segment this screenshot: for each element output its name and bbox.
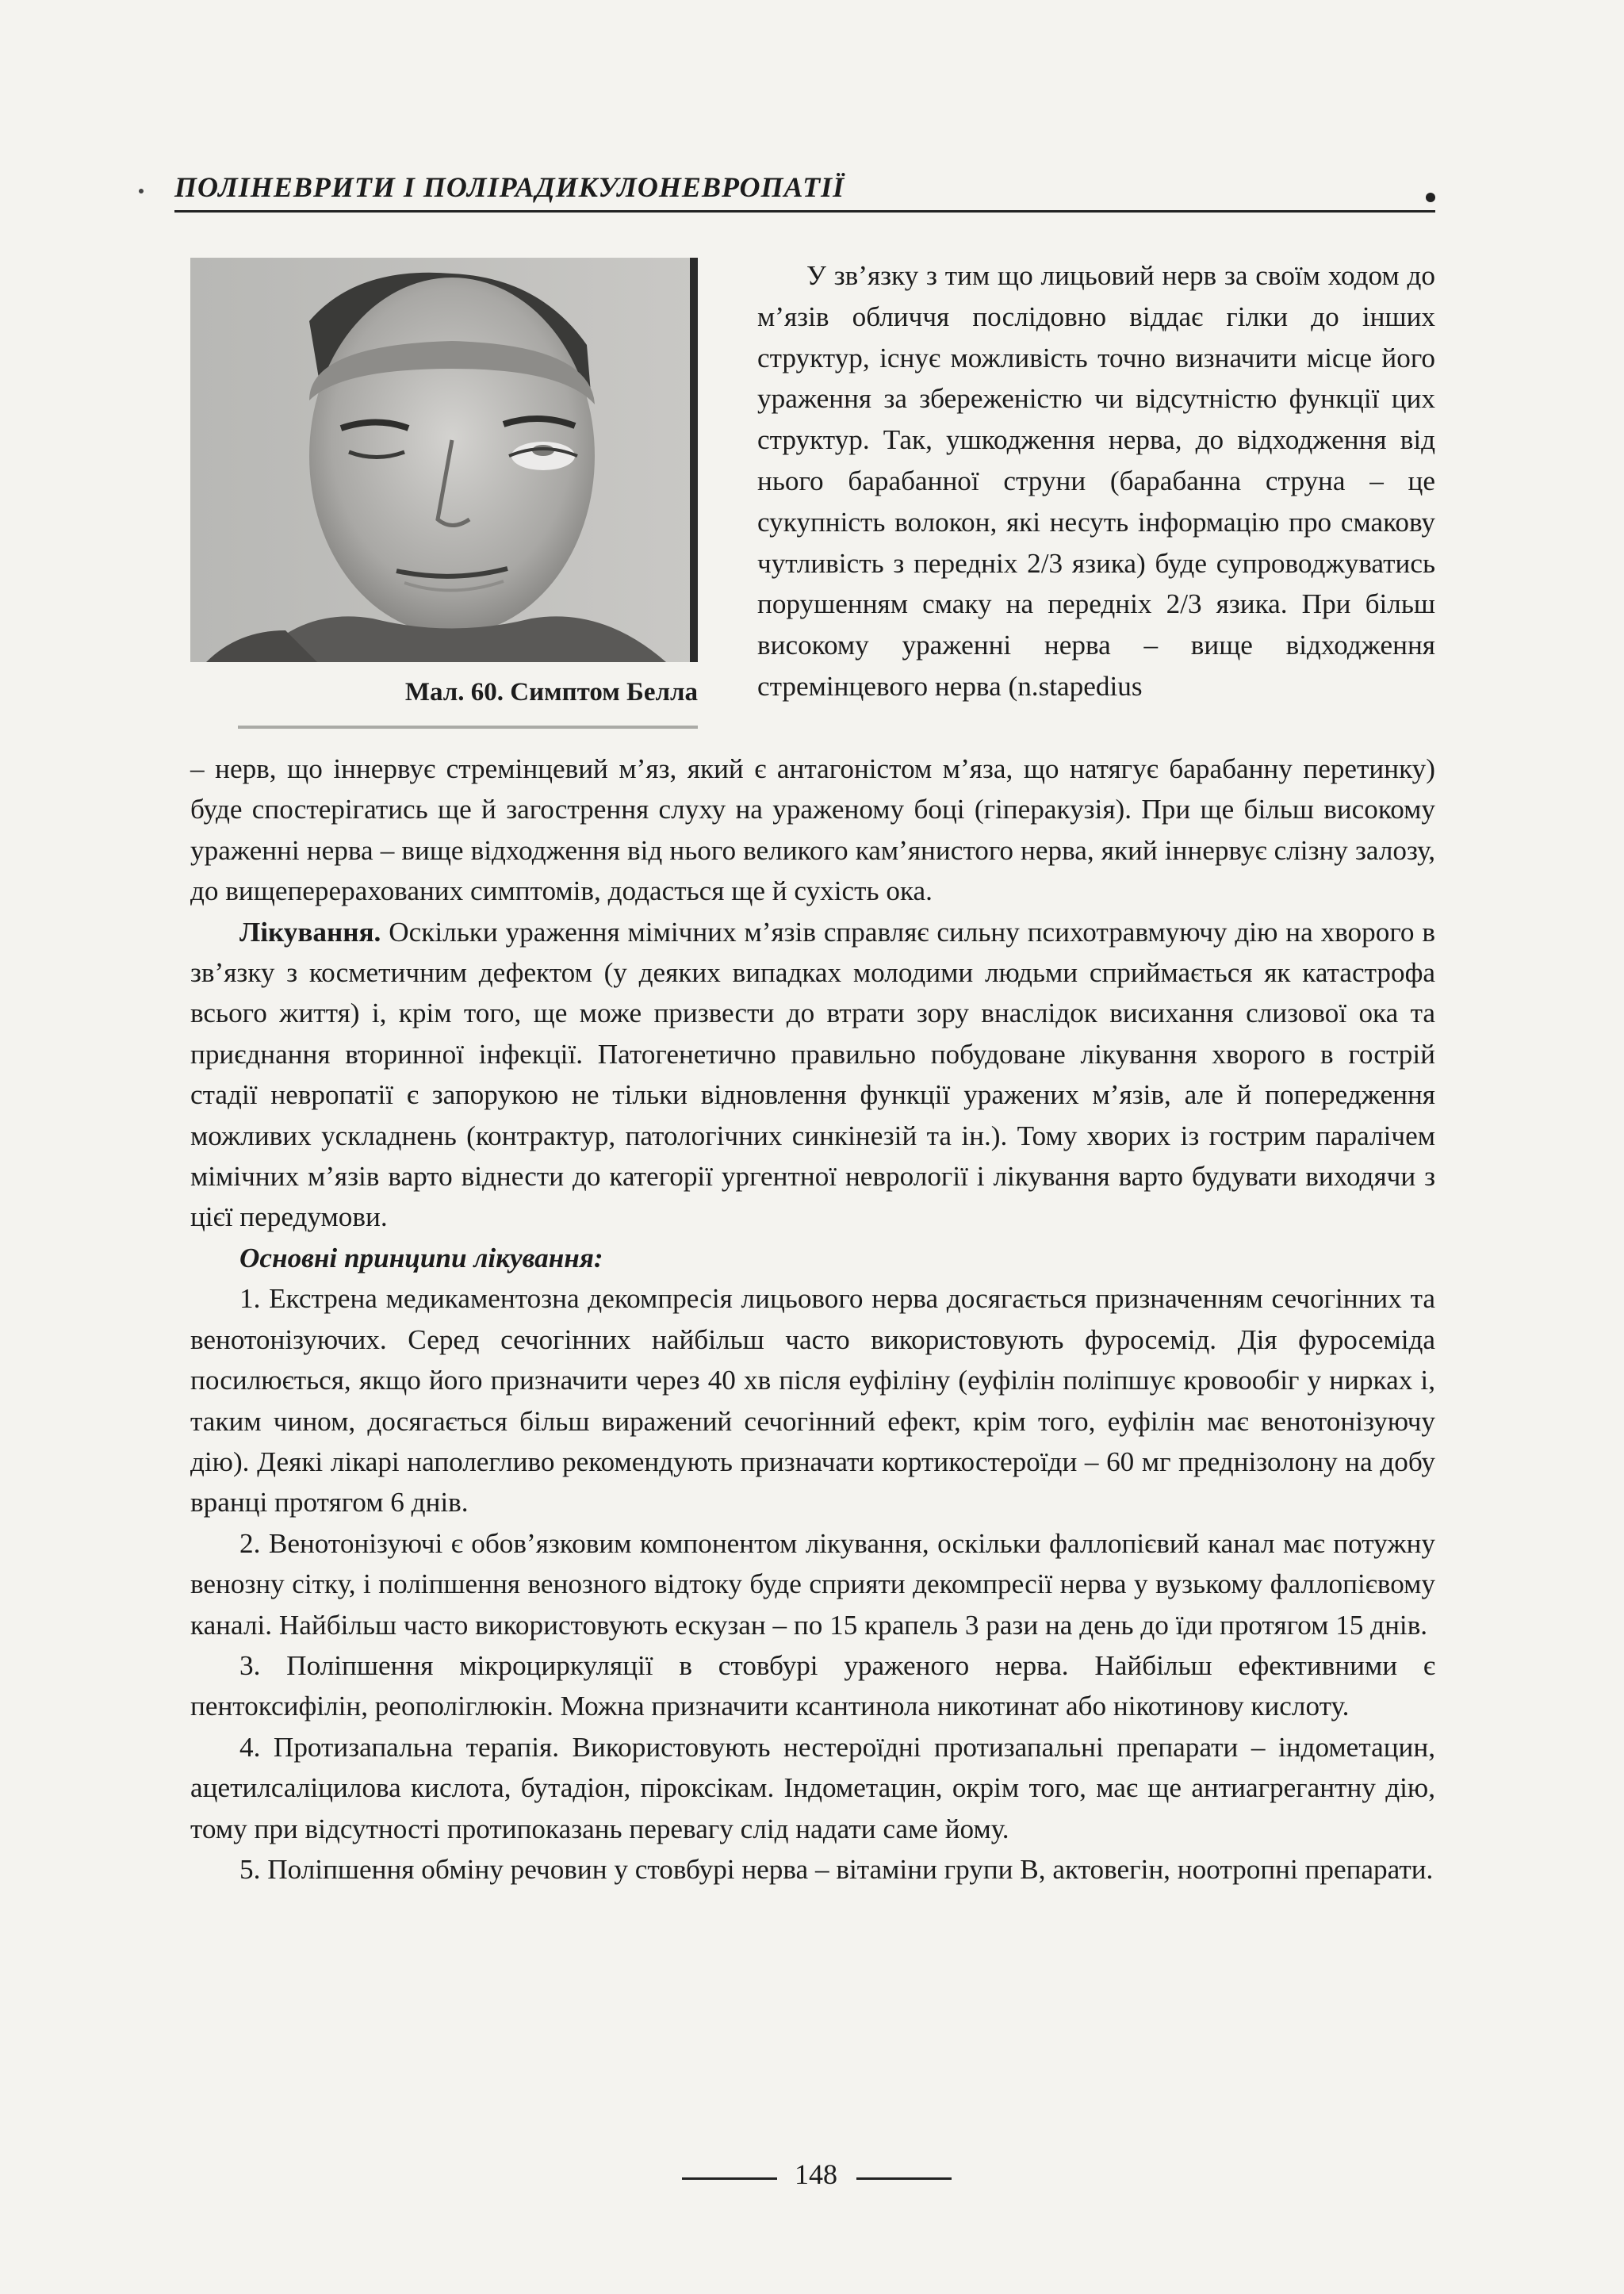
figure-divider [238, 726, 698, 729]
list-item: 1. Екстрена медикаментозна декомпресія лицьового нерва досягається призначенням сечогінних та венотонізуючих. Серед сечогінних найбільш часто використовують фуросемід. Дія фуросеміда посилюється, якщо його призначити через 40 хв після еуфіліну (еуфілін поліпшує кровообіг у нирках і, таким чином, досягається більш виражений сечогінний ефект, крім того, еуфілін має венотонізуючу дію). Деякі лікарі наполегливо рекомендують призначати кортикостероїди – 60 мг преднізолону на добу вранці протягом 6 днів. [190, 1283, 1435, 1518]
paragraph-continuation: – нерв, що іннервує стремінцевий м’яз, який є антагоністом м’яза, що натягує барабанну перетинку) буде спостерігатись ще й загострення слуху на ураженому боці (гіперакузія). При ще більш високому ураженні нерва – вище відходження від нього великого кам’янистого нерва, який іннервує слізну залозу, до вищеперерахованих симптомів, додасться ще й сухість ока. [190, 753, 1435, 907]
paragraph-treatment [190, 912, 1435, 1238]
header-left-mark-icon [139, 189, 144, 193]
principles-subheading: Основні принципи лікування: [239, 1242, 603, 1273]
list-item: 3. Поліпшення мікроциркуляції в стовбурі ураженого нерва. Найбільш ефективними є пентоксифілін, реополіглюкін. Можна призначити ксантинола никотинат або нікотинову кислоту. [190, 1649, 1435, 1722]
figure-caption: Мал. 60. Симптом Белла [404, 678, 698, 707]
body-text [190, 749, 1435, 1890]
page-footer [0, 2153, 1624, 2200]
footer-rule-left [682, 2177, 777, 2180]
bell-symptom-photo [190, 258, 698, 662]
treatment-text: Оскільки ураження мімічних м’язів справляє сильну психотравмуючу дію на хворого в зв’язку з косметичним дефектом (у деяких випадках молодими людьми сприймається як катастрофа всього життя) і, крім того, ще може призвести до втрати зору внаслідок висихання слизової ока та приєднання вторинної інфекції. Патогенетично правильно побудоване лікування хворого в гострій стадії невропатії є запорукою не тільки відновлення функції уражених м’язів, але й попередження можливих ускладнень (контрактур, патологічних синкінезій та ін.). Тому хворих із гострим паралічем мімічних м’язів варто віднести до категорії ургентної неврології і лікування варто будувати виходячи з цієї передумови. [190, 916, 1435, 1233]
figure-60 [190, 258, 698, 733]
treatment-heading: Лікування. [239, 916, 381, 948]
page-number: 148 [795, 2158, 837, 2190]
list-item: 2. Венотонізуючі є обов’язковим компонентом лікування, оскільки фаллопієвий канал має потужну венозну сітку, і поліпшення венозного відтоку буде сприяти декомпресії нерва у вузькому фаллопієвому каналі. Найбільш часто використовують ескузан – по 15 крапель 3 рази на день до їди протягом 15 днів. [190, 1527, 1435, 1641]
footer-rule-right [856, 2177, 952, 2180]
list-item: 4. Протизапальна терапія. Використовують нестероїдні протизапальні препарати – індометацин, ацетилсаліцилова кислота, бутадіон, піроксікам. Індометацин, окрім того, має ще антиагрегантну дію, тому при відсутності протипоказань перевагу слід надати саме йому. [190, 1731, 1435, 1844]
running-header [174, 163, 1435, 213]
paragraph-lead: У зв’язку з тим що лицьовий нерв за своїм ходом до м’язів обличчя послідовно віддає гілки до інших структур, існує можливість точно визначити місце його ураження за збереженістю чи відсутністю функції цих структур. Так, ушкодження нерва, до відходження від нього барабанної струни (барабанна струна – це сукупність волокон, які несуть інформацію про смакову чутливість з передніх 2/3 язика) буде супроводжуватись порушенням смаку на передніх 2/3 язика. При більш високому ураженні нерва – вище відходження стремінцевого нерва (n.stapedius [757, 260, 1435, 702]
list-item: 5. Поліпшення обміну речовин у стовбурі нерва – вітаміни групи В, актовегін, ноотропні препарати. [239, 1853, 1434, 1885]
running-header-title: ПОЛІНЕВРИТИ І ПОЛІРАДИКУЛОНЕВРОПАТІЇ [174, 171, 845, 203]
patient-portrait-illustration [190, 258, 698, 662]
header-bullet-icon [1426, 193, 1435, 202]
